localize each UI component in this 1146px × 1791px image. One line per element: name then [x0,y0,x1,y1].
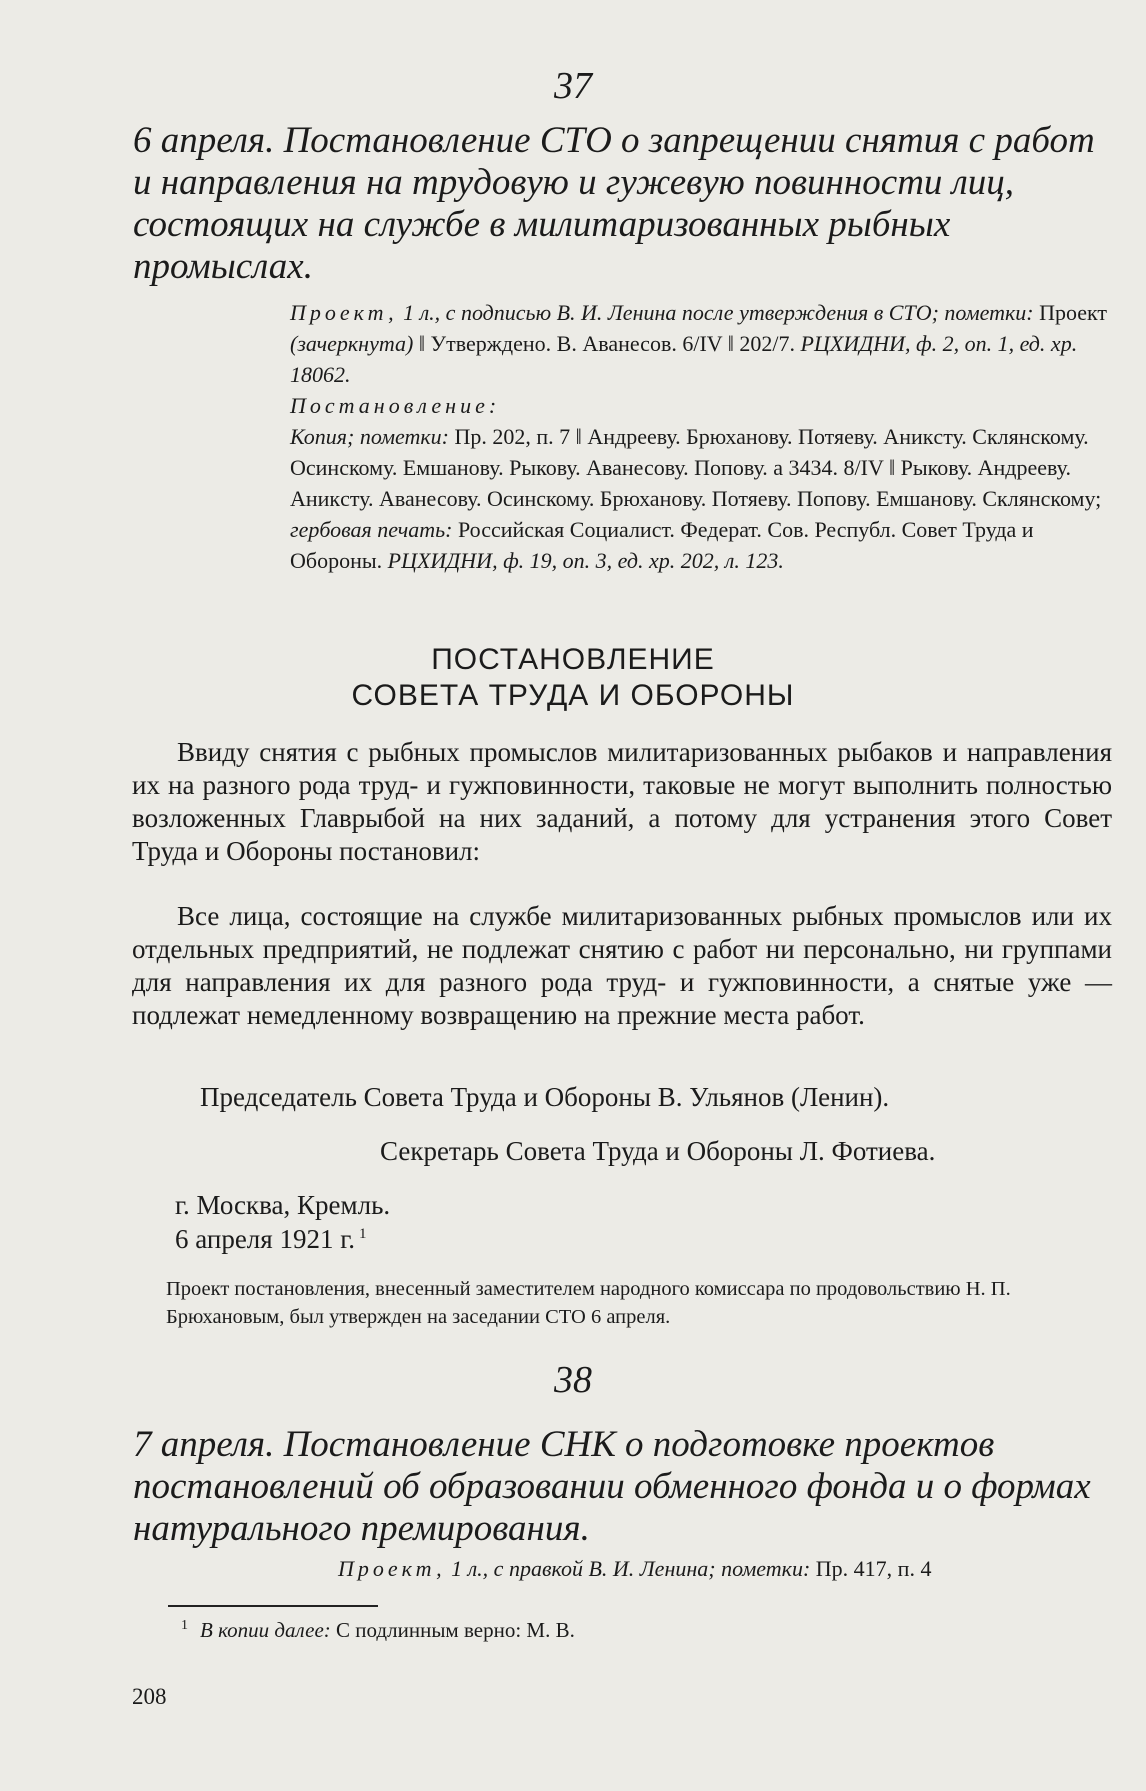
source-label-draft: Проект, [290,300,398,325]
resolution-title-line1: ПОСТАНОВЛЕНИЕ [431,643,715,676]
document-number-37: 37 [554,65,592,107]
resolution-paragraph-2: Все лица, состоящие на службе милитаризованных рыбных промыслов или их отдельных предприятий, не подлежат снятию с работ ни персонально, ни группами для направления их для разного рода труд- и гужповинности, а снятые уже — подлежат немедленному возвращению на прежние места работ. [132,901,1112,1030]
footnote-rule [168,1605,378,1607]
footnote-reference: 1 [358,1226,367,1242]
source-note-copy: Копия; пометки: Пр. 202, п. 7 ‖ Андрееву. Брюханову. Потяеву. Аникcту. Склянскому. Осинскому. Емшанову. Рыкову. Аванесову. Попову. а 3434. 8/IV ‖ Рыкову. Андрееву. Аникcту. Аванесову. Осинскому. Брюханову. Потяеву. Попову. Емшанову. Склянскому; гербовая печать: Российская Социалист. Федерат. Сов. Республ. Совет Труда и Обороны. РЦХИДНИ, ф. 19, оп. 3, ед. хр. 202, л. 123. [290,424,1102,573]
document-heading-38: 7 апреля. Постановление СНК о подготовке проектов постановлений об образовании обменного фонда и о формах натурального премирования. [133,1424,1091,1549]
secretary-signature: Секретарь Совета Труда и Обороны Л. Фотиева. [380,1136,936,1166]
chairman-signature: Председатель Совета Труда и Обороны В. Ульянов (Ленин). [200,1082,890,1112]
editorial-note: Проект постановления, внесенный заместителем народного комиссара по продовольствию Н. П. Брюхановым, был утвержден на заседании СТО 6 апреля. [166,1278,1011,1328]
place-line: г. Москва, Кремль. [175,1190,391,1220]
resolution-paragraph-1: Ввиду снятия с рыбных промыслов милитаризованных рыбаков и направления их на разного рода труд- и гужповинности, таковые не могут выполнить полностью возложенных Главрыбой на них заданий, а потому для устранения этого Совет Труда и Обороны постановил: [132,737,1112,866]
source-note-draft: Проект, 1 л., с подписью В. И. Ленина после утверждения в СТО; пометки: Проект (зачеркнута) ‖ Утверждено. В. Аванесов. 6/IV ‖ 202/7. РЦХИДНИ, ф. 2, оп. 1, ед. хр. 18062. [290,300,1108,387]
source-note-38: Проект, 1 л., с правкой В. И. Ленина; пометки: Пр. 417, п. 4 [338,1556,932,1581]
resolution-title-line2: СОВЕТА ТРУДА И ОБОРОНЫ [351,679,795,712]
date-line: 6 апреля 1921 г. $^1$ [175,1224,367,1254]
document-number-38: 38 [554,1359,592,1401]
footnote: $^1$ В копии далее: С подлинным верно: М. В. [181,1618,575,1642]
footnote-mark: 1 [181,1618,188,1633]
source-label-resolution: Постановление: [290,393,501,418]
page-number: 208 [132,1684,167,1709]
document-heading-37: 6 апреля. Постановление СТО о запрещении снятия с работ и направления на трудовую и гужевую повинности лиц, состоящих на службе в милитаризованных рыбных промыслах. [133,120,1095,287]
